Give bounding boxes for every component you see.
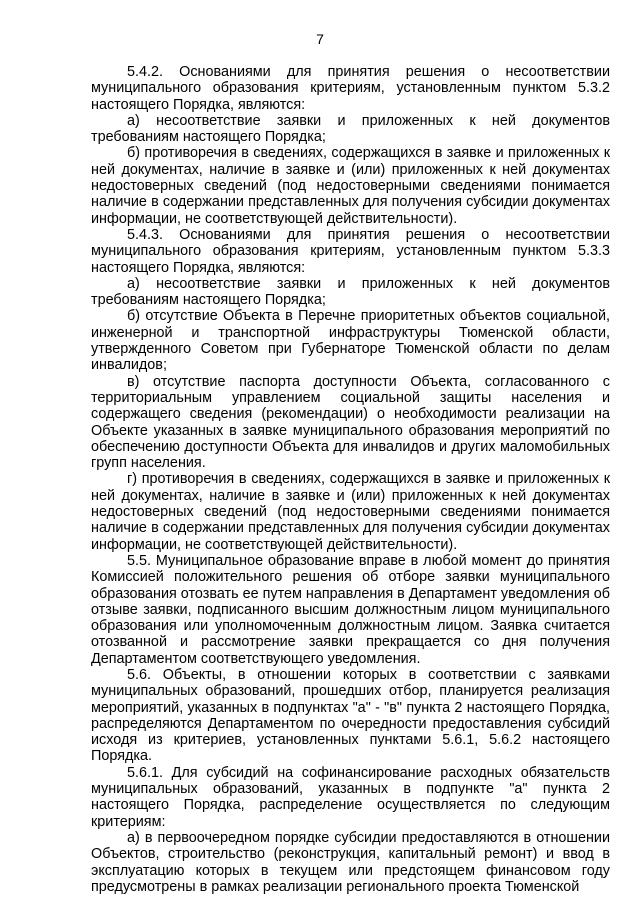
paragraph-5-6-1-a: а) в первоочередном порядке субсидии предоставляются в отношении Объектов, строительство (реконструкция, капитальный ремонт) и ввод в эксплуатацию которых в текущем или предстоящем финансовом году предусмотрены в рамках реализации регионального проекта Тюменской <box>91 829 610 895</box>
page-number: 7 <box>316 31 324 47</box>
document-body <box>91 64 610 895</box>
paragraph-5-4-2: 5.4.2. Основаниями для принятия решения о несоответствии муниципального образования критериям, установленным пунктом 5.3.2 настоящего Порядка, являются: <box>91 64 610 113</box>
paragraph-5-4-3-a: а) несоответствие заявки и приложенных к ней документов требованиям настоящего Порядка; <box>91 275 610 309</box>
paragraph-5-4-3-g: г) противоречия в сведениях, содержащихся в заявке и приложенных к ней документах, наличие в заявке и (или) приложенных к ней документах недостоверных сведений (под недостоверными сведениями понимается наличие в содержании представленных для получения субсидии документах информации, не соответствующей действительности). <box>91 471 610 553</box>
paragraph-5-5: 5.5. Муниципальное образование вправе в любой момент до принятия Комиссией положительного решения об отборе заявки муниципального образования отозвать ее путем направления в Департамент уведомления об отзыве заявки, подписанного высшим должностным лицом муниципального образования или уполномоченным должностным лицом. Заявка считается отозванной и рассмотрение заявки прекращается со дня получения Департаментом соответствующего уведомления. <box>91 552 610 667</box>
paragraph-5-4-3: 5.4.3. Основаниями для принятия решения о несоответствии муниципального образования критериям, установленным пунктом 5.3.3 настоящего Порядка, являются: <box>91 226 610 276</box>
paragraph-5-4-3-v: в) отсутствие паспорта доступности Объекта, согласованного с территориальным управлением социальной защиты населения и содержащего сведения (рекомендации) о необходимости реализации на Объекте указанных в заявке муниципального образования мероприятий по обеспечению доступности Объекта для инвалидов и других маломобильных групп населения. <box>91 373 610 472</box>
paragraph-5-4-3-b: б) отсутствие Объекта в Перечне приоритетных объектов социальной, инженерной и транспортной инфраструктуры Тюменской области, утвержденного Советом при Губернаторе Тюменской области по делам инвалидов; <box>91 308 610 374</box>
paragraph-5-6: 5.6. Объекты, в отношении которых в соответствии с заявками муниципальных образований, прошедших отбор, планируется реализация мероприятий, указанных в подпунктах "а" - "в" пункта 2 настоящего Порядка, распределяются Департаментом по очередности предоставления субсидий исходя из критериев, установленных пунктами 5.6.1, 5.6.2 настоящего Порядка. <box>91 666 610 765</box>
paragraph-5-6-1: 5.6.1. Для субсидий на софинансирование расходных обязательств муниципальных образований, указанных в подпункте "а" пункта 2 настоящего Порядка, распределение осуществляется по следующим критериям: <box>91 764 610 830</box>
paragraph-5-4-2-a: а) несоответствие заявки и приложенных к ней документов требованиям настоящего Порядка; <box>91 112 610 146</box>
paragraph-5-4-2-b: б) противоречия в сведениях, содержащихся в заявке и приложенных к ней документах, наличие в заявке и (или) приложенных к ней документах недостоверных сведений (под недостоверными сведениями понимается наличие в содержании представленных для получения субсидии документах информации, не соответствующей действительности). <box>91 145 610 227</box>
